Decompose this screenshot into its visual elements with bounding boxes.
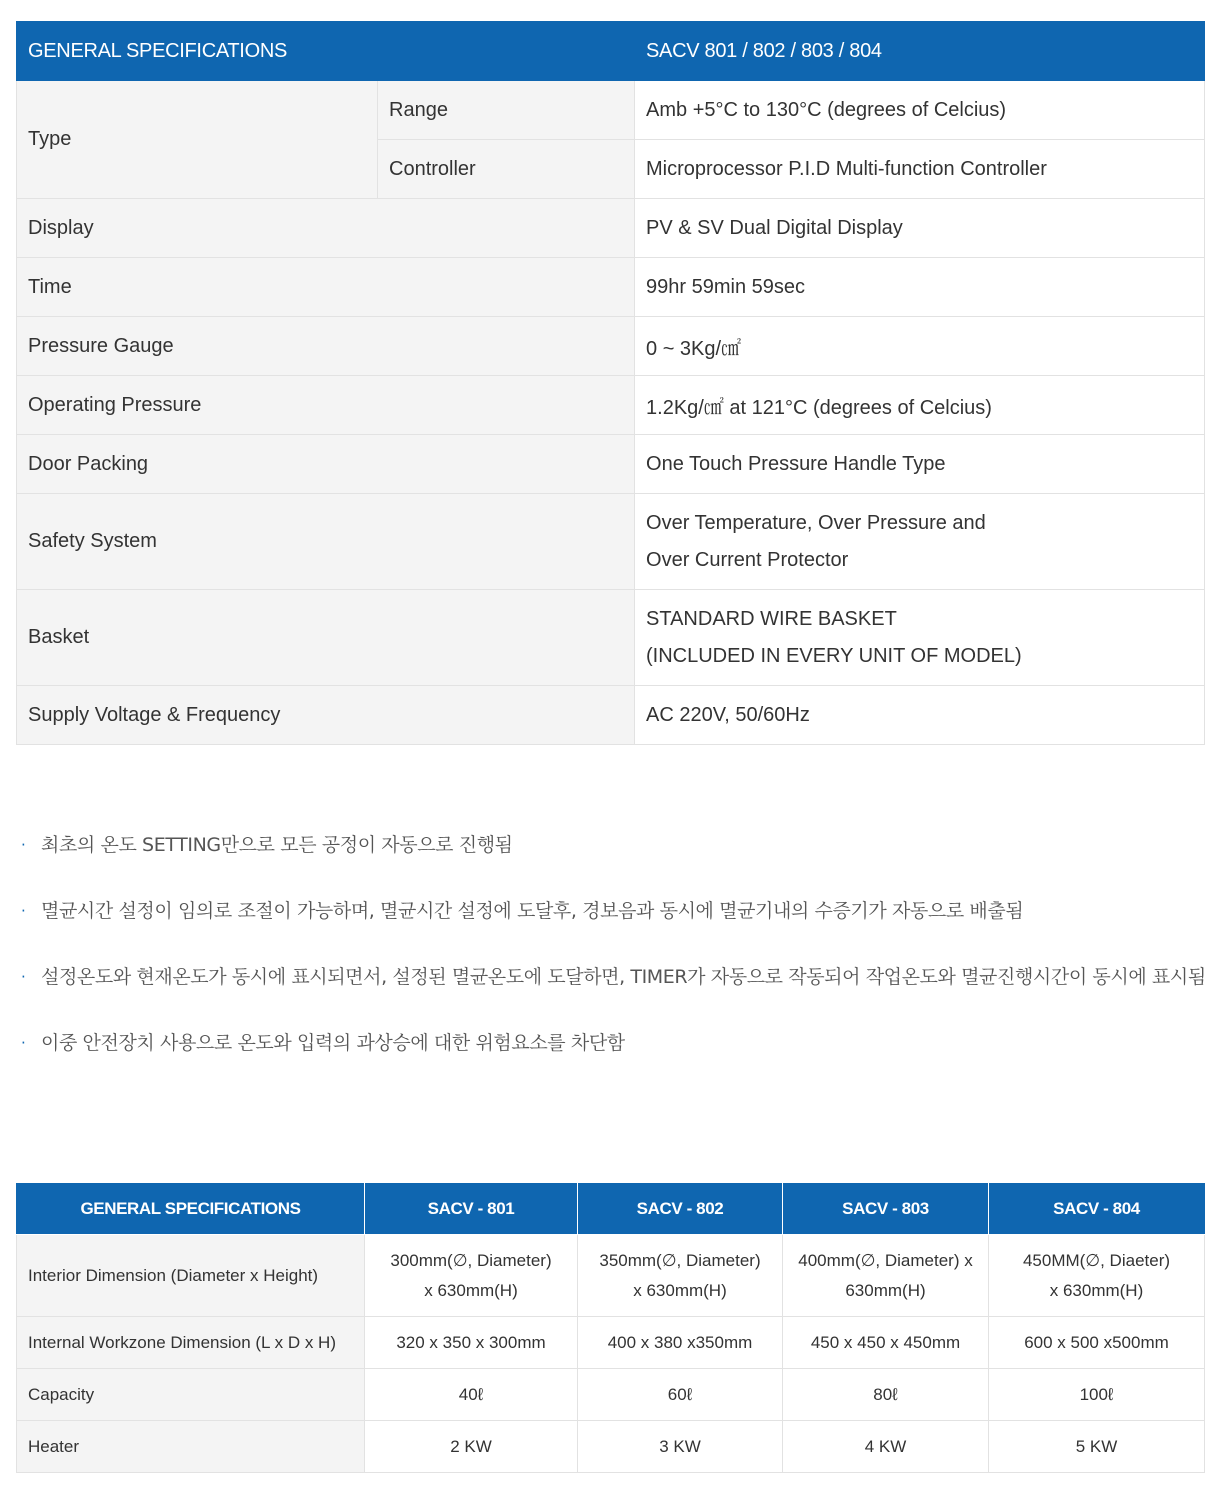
table-row [17,258,1205,317]
list-item [20,959,1210,995]
cell: 5 KW [989,1421,1205,1473]
row-label: Supply Voltage & Frequency [17,686,635,745]
row-value: One Touch Pressure Handle Type [635,435,1205,494]
spec-header-left: GENERAL SPECIFICATIONS [17,22,635,81]
model-header-cell: GENERAL SPECIFICATIONS [17,1184,365,1235]
cell: 100ℓ [989,1369,1205,1421]
list-item [20,827,1210,863]
range-label: Range [378,81,635,140]
cell [783,1235,989,1317]
cell-line: 350mm(∅, Diameter) [599,1250,761,1270]
row-value: 1.2Kg/㎠ at 121°C (degrees of Celcius) [635,376,1205,435]
table-row [17,376,1205,435]
list-item [20,1025,1210,1061]
cell-line: 300mm(∅, Diameter) [390,1250,552,1270]
note-text: 멸균시간 설정이 임의로 조절이 가능하며, 멸균시간 설정에 도달후, 경보음과 동시에 멸균기내의 수증기가 자동으로 배출됨 [41,900,1024,922]
table-row [17,686,1205,745]
cell [989,1235,1205,1317]
row-label: Display [17,199,635,258]
row-label: Basket [17,590,635,686]
row-label: Capacity [17,1369,365,1421]
list-item [20,893,1210,929]
row-value: AC 220V, 50/60Hz [635,686,1205,745]
note-text: 설정온도와 현재온도가 동시에 표시되면서, 설정된 멸균온도에 도달하면, TIMER가 자동으로 작동되어 작업온도와 멸균진행시간이 동시에 표시됨 [41,966,1206,988]
model-header-row [17,1184,1205,1235]
row-value: 99hr 59min 59sec [635,258,1205,317]
cell: 3 KW [578,1421,783,1473]
cell: 450 x 450 x 450mm [783,1317,989,1369]
row-label: Time [17,258,635,317]
row-label: Pressure Gauge [17,317,635,376]
cell-line: 630mm(H) [845,1280,926,1300]
row-label: Heater [17,1421,365,1473]
spec-header-row [17,22,1205,81]
bullet-icon: · [21,1034,26,1052]
table-row [17,590,1205,686]
row-label: Safety System [17,494,635,590]
cell: 60ℓ [578,1369,783,1421]
table-row [17,1421,1205,1473]
row-label: Operating Pressure [17,376,635,435]
table-row [17,317,1205,376]
row-value [635,494,1205,590]
feature-notes-list [20,827,1210,1091]
note-text: 이중 안전장치 사용으로 온도와 입력의 과상승에 대한 위험요소를 차단함 [41,1032,625,1054]
range-value: Amb +5°C to 130°C (degrees of Celcius) [635,81,1205,140]
general-spec-table [16,21,1205,745]
table-row [17,435,1205,494]
table-row [17,1369,1205,1421]
table-row [17,81,1205,140]
model-header-cell: SACV - 801 [365,1184,578,1235]
controller-value: Microprocessor P.I.D Multi-function Controller [635,140,1205,199]
row-value: PV & SV Dual Digital Display [635,199,1205,258]
row-label: Interior Dimension (Diameter x Height) [17,1235,365,1317]
cell-line: x 630mm(H) [633,1280,727,1300]
cell-line: 450MM(∅, Diaeter) [1022,1250,1171,1270]
row-value-line: Over Temperature, Over Pressure and [646,511,986,534]
cell: 600 x 500 x500mm [989,1317,1205,1369]
type-label: Type [17,81,378,199]
cell-line: 400mm(∅, Diameter) x [798,1250,973,1270]
spec-header-right: SACV 801 / 802 / 803 / 804 [635,22,1205,81]
table-row [17,199,1205,258]
row-label: Internal Workzone Dimension (L x D x H) [17,1317,365,1369]
cell-line: x 630mm(H) [1049,1280,1144,1300]
cell-line: x 630mm(H) [424,1280,518,1300]
bullet-icon: · [21,836,26,854]
row-value-line: Over Current Protector [646,548,849,571]
row-value-line: STANDARD WIRE BASKET [646,607,897,630]
cell: 40ℓ [365,1369,578,1421]
cell [365,1235,578,1317]
row-label: Door Packing [17,435,635,494]
controller-label: Controller [378,140,635,199]
cell: 400 x 380 x350mm [578,1317,783,1369]
cell: 320 x 350 x 300mm [365,1317,578,1369]
bullet-icon: · [21,968,26,986]
table-row [17,1317,1205,1369]
model-header-cell: SACV - 804 [989,1184,1205,1235]
cell [578,1235,783,1317]
row-value: 0 ~ 3Kg/㎠ [635,317,1205,376]
model-header-cell: SACV - 802 [578,1184,783,1235]
table-row [17,1235,1205,1317]
table-row [17,494,1205,590]
cell: 4 KW [783,1421,989,1473]
cell: 2 KW [365,1421,578,1473]
row-value [635,590,1205,686]
note-text: 최초의 온도 SETTING만으로 모든 공정이 자동으로 진행됨 [41,834,513,856]
model-header-cell: SACV - 803 [783,1184,989,1235]
model-spec-table [16,1183,1205,1473]
bullet-icon: · [21,902,26,920]
cell: 80ℓ [783,1369,989,1421]
row-value-line: (INCLUDED IN EVERY UNIT OF MODEL) [646,644,1022,667]
